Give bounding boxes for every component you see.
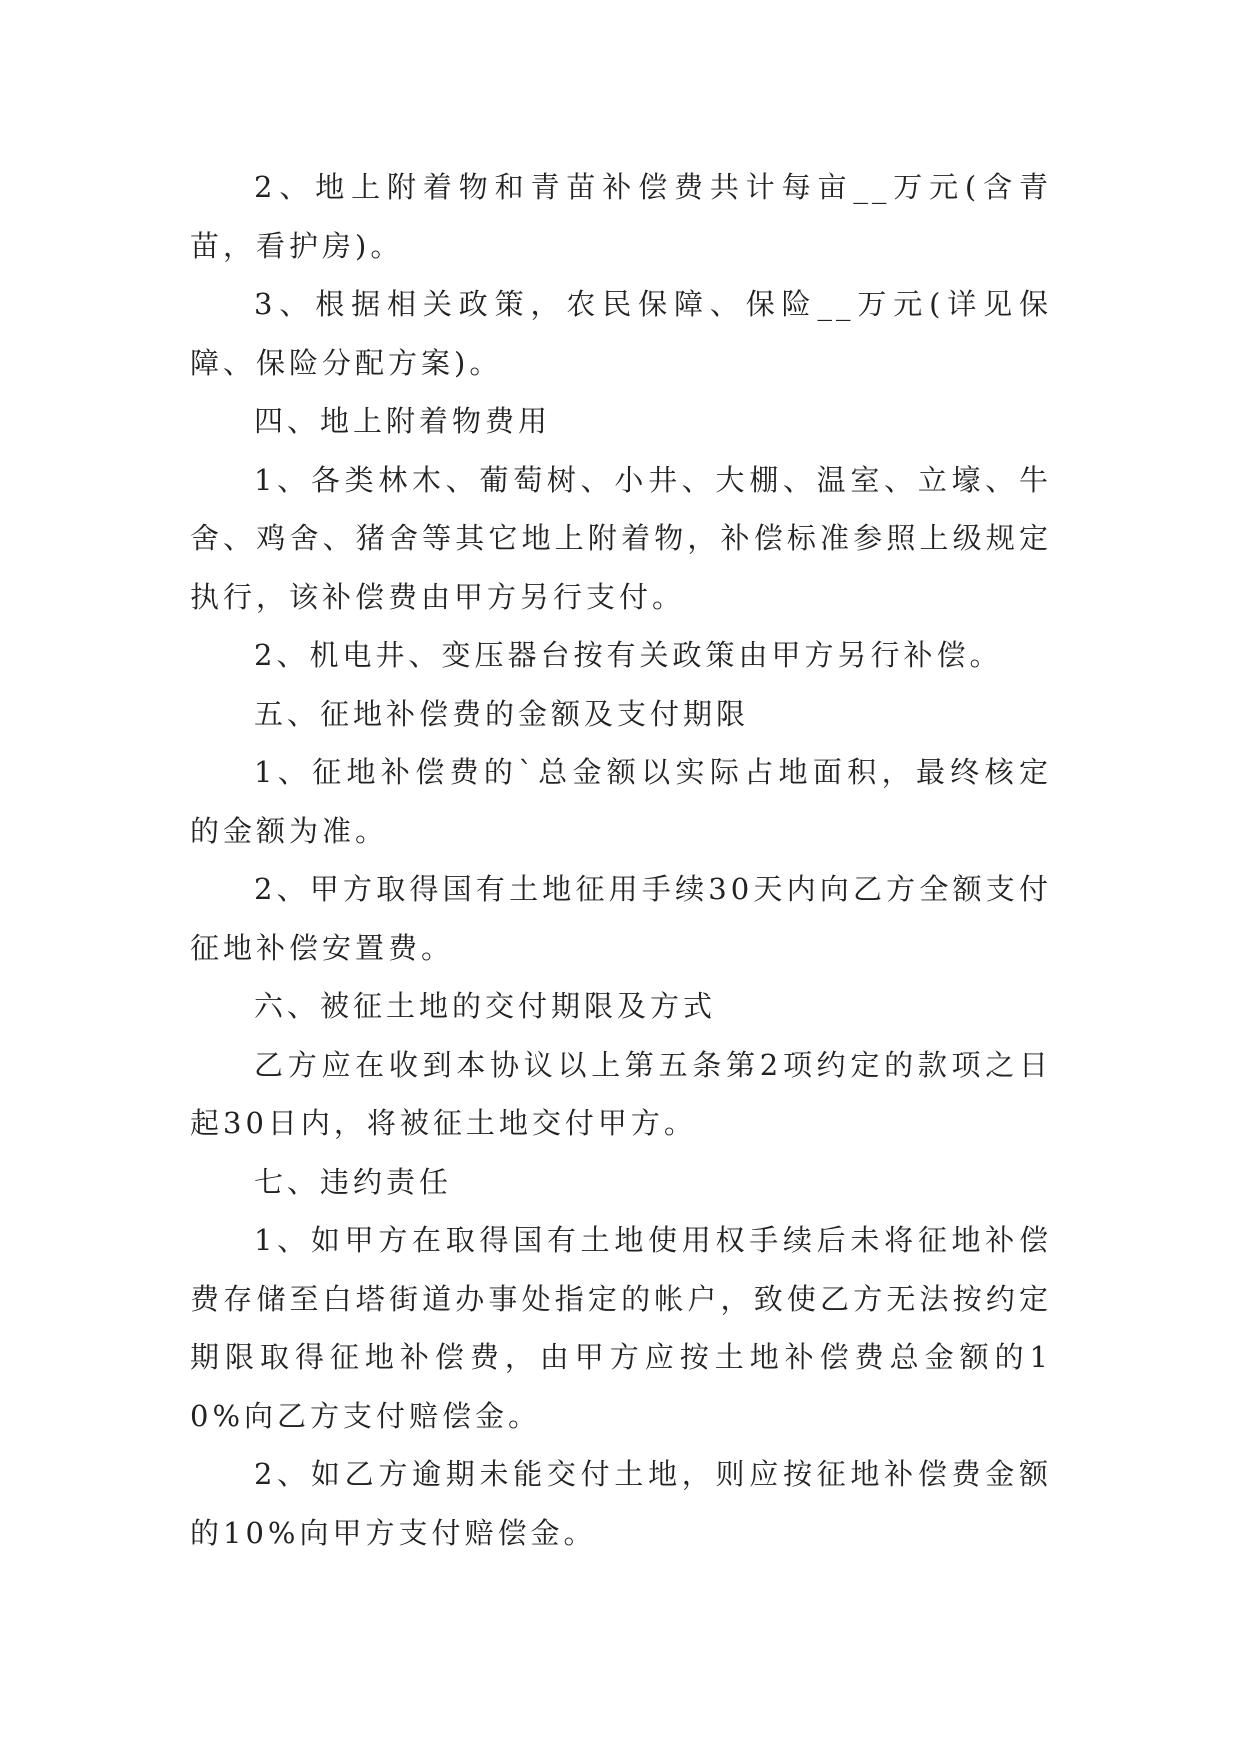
- section-heading-7: 七、违约责任: [254, 1164, 453, 1199]
- section-heading-4: 四、地上附着物费用: [254, 404, 552, 438]
- document-body: [190, 158, 1052, 1562]
- paragraph-party-b-breach: 2、如乙方逾期未能交付土地，则应按征地补偿费金额的10%向甲方支付赔偿金。: [190, 1457, 1052, 1550]
- paragraph-insurance: 3、根据相关政策，农民保障、保险__万元(详见保障、保险分配方案)。: [190, 287, 1052, 380]
- section-heading-5: 五、征地补偿费的金额及支付期限: [254, 696, 750, 731]
- paragraph-compensation-crops: 2、地上附着物和青苗补偿费共计每亩__万元(含青苗，看护房)。: [190, 170, 1052, 263]
- paragraph-payment-term: 2、甲方取得国有土地征用手续30天内向乙方全额支付征地补偿安置费。: [190, 872, 1052, 965]
- paragraph-attachments: 1、各类林木、葡萄树、小井、大棚、温室、立壕、牛舍、鸡舍、猪舍等其它地上附着物，补偿标准参照上级规定执行，该补偿费由甲方另行支付。: [190, 462, 1052, 614]
- paragraph-wells-transformers: 2、机电井、变压器台按有关政策由甲方另行补偿。: [254, 638, 1003, 672]
- paragraph-land-delivery: 乙方应在收到本协议以上第五条第2项约定的款项之日起30日内，将被征土地交付甲方。: [190, 1047, 1052, 1140]
- paragraph-party-a-breach: 1、如甲方在取得国有土地使用权手续后未将征地补偿费存储至白塔街道办事处指定的帐户，致使乙方无法按约定期限取得征地补偿费，由甲方应按土地补偿费总金额的10%向乙方支付赔偿金。: [190, 1223, 1052, 1433]
- section-heading-6: 六、被征土地的交付期限及方式: [254, 989, 717, 1023]
- paragraph-total-amount: 1、征地补偿费的`总金额以实际占地面积，最终核定的金额为准。: [190, 755, 1052, 848]
